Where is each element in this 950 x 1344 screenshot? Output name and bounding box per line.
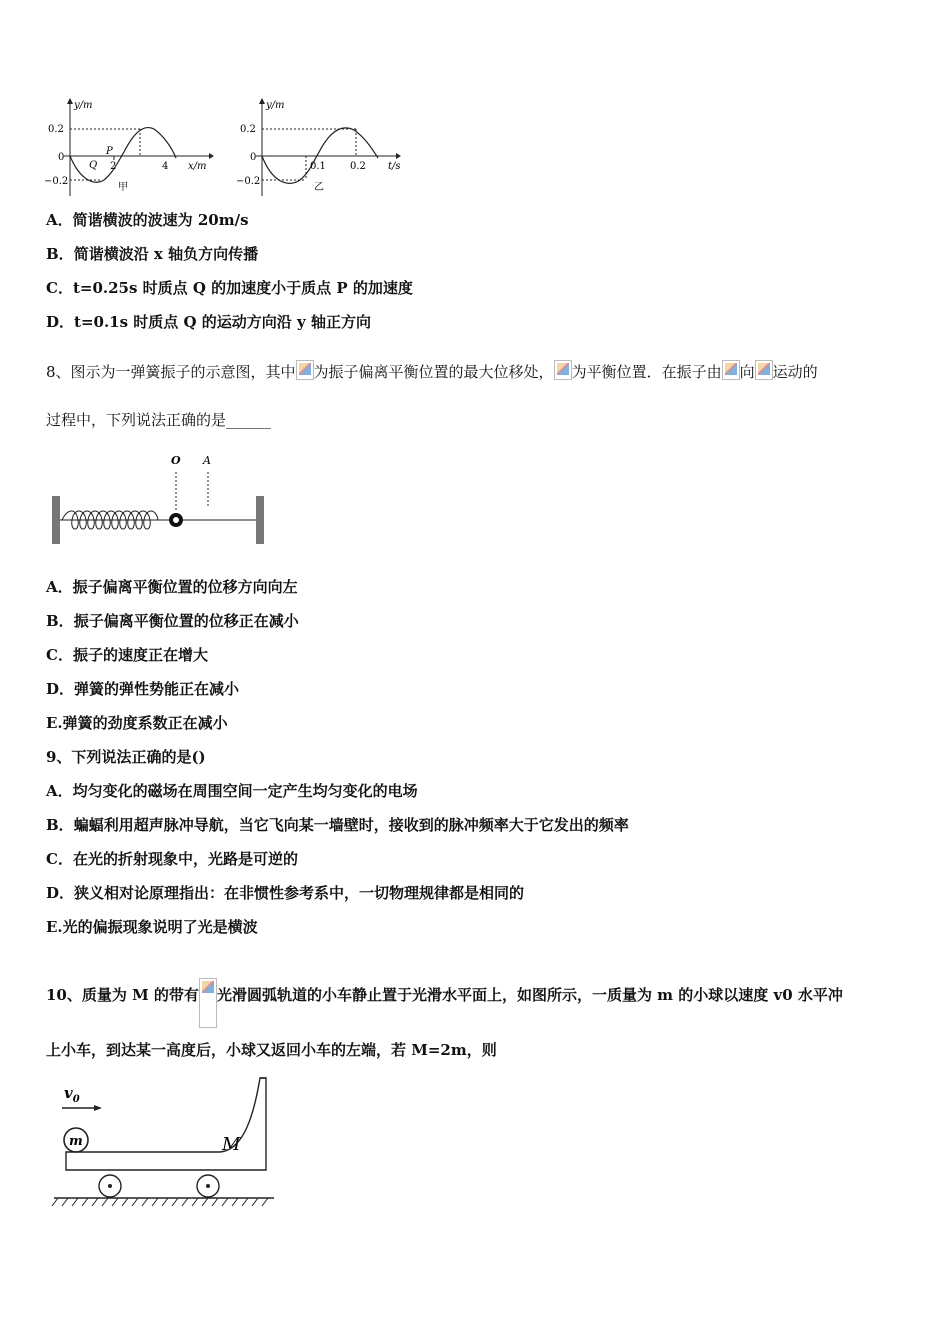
yi-xlabel: t/s xyxy=(388,161,401,172)
q7-option-a: A．简谐横波的波速为 20m/s xyxy=(46,211,249,229)
spring-label-a: A xyxy=(203,454,211,467)
q9-option-e: E.光的偏振现象说明了光是横波 xyxy=(46,918,258,936)
yi-ytop: 0.2 xyxy=(240,124,256,135)
jia-xlabel: x/m xyxy=(188,161,207,172)
yi-ylabel: y/m xyxy=(266,100,285,111)
spring-oscillator-figure xyxy=(48,448,270,550)
jia-yzero: 0 xyxy=(58,152,65,163)
broken-image-icon xyxy=(755,360,773,380)
q9-option-c: C．在光的折射现象中，光路是可逆的 xyxy=(46,850,298,868)
broken-image-icon xyxy=(554,360,572,380)
cart-track-figure xyxy=(48,1074,280,1214)
jia-ylabel: y/m xyxy=(74,100,93,111)
wave-graph-jia xyxy=(44,96,214,200)
yi-ybot: −0.2 xyxy=(236,176,261,187)
q8-option-d: D．弹簧的弹性势能正在减小 xyxy=(46,680,240,698)
jia-pointQ: Q xyxy=(89,160,98,171)
broken-image-icon xyxy=(296,360,314,380)
q7-option-c: C．t=0.25s 时质点 Q 的加速度小于质点 P 的加速度 xyxy=(46,279,413,297)
yi-tick01: 0.1 xyxy=(310,161,326,172)
jia-tick2: 2 xyxy=(110,161,117,172)
cart-label-M: M xyxy=(222,1134,241,1155)
yi-yzero: 0 xyxy=(250,152,257,163)
velocity-label: $v_0$ xyxy=(64,1084,80,1105)
q7-option-b: B．简谐横波沿 x 轴负方向传播 xyxy=(46,245,259,263)
jia-ybot: −0.2 xyxy=(44,176,69,187)
q9-option-a: A．均匀变化的磁场在周围空间一定产生均匀变化的电场 xyxy=(46,782,418,800)
q8-option-e: E.弹簧的劲度系数正在减小 xyxy=(46,714,228,732)
jia-pointP: P xyxy=(106,146,113,157)
q8-stem-line2: 过程中，下列说法正确的是______ xyxy=(46,411,272,429)
q8-option-c: C．振子的速度正在增大 xyxy=(46,646,208,664)
q9-option-b: B．蝙蝠利用超声脉冲导航，当它飞向某一墙壁时，接收到的脉冲频率大于它发出的频率 xyxy=(46,816,629,834)
spring-label-o: O xyxy=(171,454,181,467)
yi-tick02: 0.2 xyxy=(350,161,366,172)
q8-option-a: A．振子偏离平衡位置的位移方向向左 xyxy=(46,578,298,596)
q7-option-d: D．t=0.1s 时质点 Q 的运动方向沿 y 轴正方向 xyxy=(46,313,371,331)
jia-tick4: 4 xyxy=(162,161,169,172)
q8-option-b: B．振子偏离平衡位置的位移正在减小 xyxy=(46,612,299,630)
jia-ytop: 0.2 xyxy=(48,124,64,135)
yi-caption: 乙 xyxy=(314,182,324,193)
broken-image-icon xyxy=(722,360,740,380)
vibration-graph-yi xyxy=(236,96,406,200)
q9-option-d: D．狭义相对论原理指出：在非惯性参考系中，一切物理规律都是相同的 xyxy=(46,884,525,902)
q10-stem-line1: 10、质量为 M 的带有 光滑圆弧轨道的小车静止置于光滑水平面上，如图所示，一质量为 m 的小球以速度 v0 水平冲 xyxy=(46,978,843,1028)
jia-caption: 甲 xyxy=(118,182,128,193)
q8-stem-line1: 8、图示为一弹簧振子的示意图，其中 为振子偏离平衡位置的最大位移处， 为平衡位置．在振子由 向 运动的 xyxy=(46,360,818,382)
broken-image-icon xyxy=(199,978,217,1028)
q10-stem-line2: 上小车，到达某一高度后，小球又返回小车的左端，若 M=2m，则 xyxy=(46,1041,497,1059)
q9-stem: 9、下列说法正确的是() xyxy=(46,748,206,766)
ball-label-m: m xyxy=(69,1134,83,1149)
